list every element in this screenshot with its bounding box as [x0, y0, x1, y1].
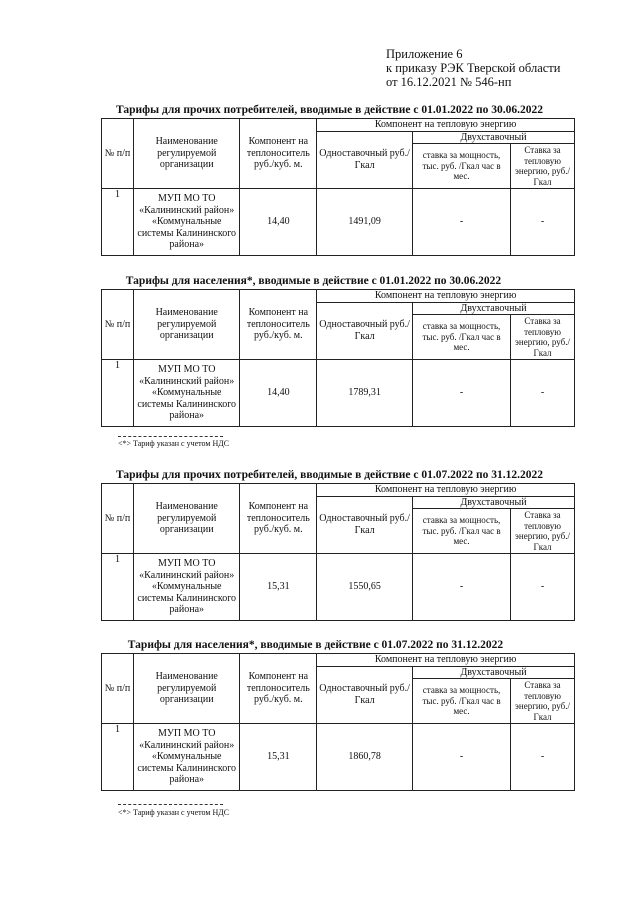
header-num: № п/п — [102, 484, 134, 554]
header-thermal: Компонент на тепловую энергию — [317, 290, 575, 303]
header-two-rate: Двухставочный — [413, 666, 575, 679]
appendix-line: к приказу РЭК Тверской области — [386, 61, 561, 75]
cell-one-rate: 1491,09 — [317, 189, 413, 256]
table-title: Тарифы для прочих потребителей, вводимые в действие с 01.01.2022 по 30.06.2022 — [116, 104, 543, 116]
header-num: № п/п — [102, 290, 134, 360]
header-thermal: Компонент на тепловую энергию — [317, 119, 575, 132]
header-two-rate: Двухставочный — [413, 302, 575, 315]
cell-energy: - — [511, 189, 575, 256]
cell-coolant: 14,40 — [240, 360, 317, 427]
header-one-rate: Одноставочный руб./Гкал — [317, 131, 413, 189]
footnote: <*> Тариф указан с учетом НДС — [118, 808, 230, 817]
header-thermal: Компонент на тепловую энергию — [317, 654, 575, 667]
header-coolant: Компонент на теплоноситель руб./куб. м. — [240, 484, 317, 554]
header-two-rate: Двухставочный — [413, 131, 575, 144]
tariff-table — [101, 289, 575, 427]
table-title: Тарифы для прочих потребителей, вводимые в действие с 01.07.2022 по 31.12.2022 — [116, 469, 543, 481]
appendix-line: от 16.12.2021 № 546-нп — [386, 75, 512, 89]
cell-num: 1 — [102, 724, 134, 791]
header-num: № п/п — [102, 654, 134, 724]
cell-num: 1 — [102, 360, 134, 427]
appendix-line: Приложение 6 — [386, 47, 463, 61]
header-coolant: Компонент на теплоноситель руб./куб. м. — [240, 654, 317, 724]
header-energy: Ставка за тепловую энергию, руб./Гкал — [511, 315, 575, 360]
cell-capacity: - — [413, 189, 511, 256]
cell-org: МУП МО ТО «Калининский район» «Коммунальные системы Калининского района» — [133, 554, 240, 621]
tariff-table — [101, 653, 575, 791]
header-one-rate: Одноставочный руб./Гкал — [317, 302, 413, 360]
tariff-table — [101, 118, 575, 256]
header-two-rate: Двухставочный — [413, 496, 575, 509]
cell-capacity: - — [413, 360, 511, 427]
cell-num: 1 — [102, 554, 134, 621]
header-name: Наименование регулируемой организации — [133, 654, 240, 724]
header-name: Наименование регулируемой организации — [133, 119, 240, 189]
appendix-header — [386, 47, 560, 89]
header-name: Наименование регулируемой организации — [133, 290, 240, 360]
cell-energy: - — [511, 724, 575, 791]
table-title: Тарифы для населения*, вводимые в действие с 01.01.2022 по 30.06.2022 — [125, 275, 502, 287]
header-capacity: ставка за мощность, тыс. руб. /Гкал час в мес. — [413, 679, 511, 724]
cell-capacity: - — [413, 554, 511, 621]
header-coolant: Компонент на теплоноситель руб./куб. м. — [240, 290, 317, 360]
table-row — [102, 554, 575, 621]
table-row — [102, 360, 575, 427]
cell-one-rate: 1860,78 — [317, 724, 413, 791]
cell-org: МУП МО ТО «Калининский район» «Коммунальные системы Калининского района» — [133, 724, 240, 791]
header-num: № п/п — [102, 119, 134, 189]
footnote-divider — [118, 436, 223, 437]
cell-capacity: - — [413, 724, 511, 791]
header-capacity: ставка за мощность, тыс. руб. /Гкал час в мес. — [413, 509, 511, 554]
header-coolant: Компонент на теплоноситель руб./куб. м. — [240, 119, 317, 189]
cell-energy: - — [511, 360, 575, 427]
cell-num: 1 — [102, 189, 134, 256]
header-one-rate: Одноставочный руб./Гкал — [317, 496, 413, 554]
cell-org: МУП МО ТО «Калининский район» «Коммунальные системы Калининского района» — [133, 360, 240, 427]
header-one-rate: Одноставочный руб./Гкал — [317, 666, 413, 724]
cell-coolant: 14,40 — [240, 189, 317, 256]
footnote: <*> Тариф указан с учетом НДС — [118, 439, 230, 448]
cell-coolant: 15,31 — [240, 554, 317, 621]
table-row — [102, 724, 575, 791]
cell-coolant: 15,31 — [240, 724, 317, 791]
cell-org: МУП МО ТО «Калининский район» «Коммунальные системы Калининского района» — [133, 189, 240, 256]
header-energy: Ставка за тепловую энергию, руб./Гкал — [511, 509, 575, 554]
header-energy: Ставка за тепловую энергию, руб./Гкал — [511, 144, 575, 189]
header-capacity: ставка за мощность, тыс. руб. /Гкал час в мес. — [413, 144, 511, 189]
header-energy: Ставка за тепловую энергию, руб./Гкал — [511, 679, 575, 724]
cell-one-rate: 1550,65 — [317, 554, 413, 621]
header-thermal: Компонент на тепловую энергию — [317, 484, 575, 497]
table-row — [102, 189, 575, 256]
tariff-table — [101, 483, 575, 621]
table-title: Тарифы для населения*, вводимые в действие с 01.07.2022 по 31.12.2022 — [127, 639, 504, 651]
cell-one-rate: 1789,31 — [317, 360, 413, 427]
header-name: Наименование регулируемой организации — [133, 484, 240, 554]
header-capacity: ставка за мощность, тыс. руб. /Гкал час в мес. — [413, 315, 511, 360]
footnote-divider — [118, 804, 223, 805]
cell-energy: - — [511, 554, 575, 621]
